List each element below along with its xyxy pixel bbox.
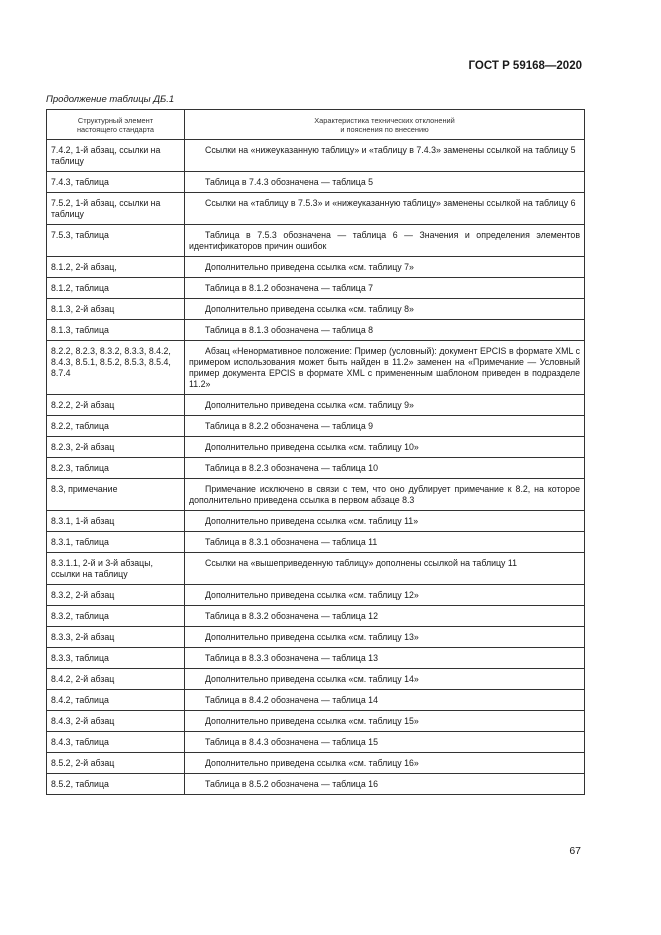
table-row (47, 140, 585, 172)
table-row (47, 732, 585, 753)
table-row (47, 585, 585, 606)
structural-element-cell: 8.1.2, таблица (47, 278, 185, 299)
table-row (47, 320, 585, 341)
table-row (47, 690, 585, 711)
deviation-description-cell: Дополнительно приведена ссылка «см. таблицу 11» (185, 511, 585, 532)
structural-element-cell: 8.2.3, таблица (47, 458, 185, 479)
table-row (47, 437, 585, 458)
deviation-description-cell: Дополнительно приведена ссылка «см. таблицу 7» (185, 257, 585, 278)
table-row (47, 479, 585, 511)
deviation-description-cell: Ссылки на «нижеуказанную таблицу» и «таблицу в 7.4.3» заменены ссылкой на таблицу 5 (185, 140, 585, 172)
header-col1-line2: настоящего стандарта (76, 124, 155, 134)
deviation-description-cell: Таблица в 8.2.2 обозначена — таблица 9 (185, 416, 585, 437)
table-row (47, 753, 585, 774)
table-row (47, 606, 585, 627)
deviation-description-cell: Таблица в 8.3.3 обозначена — таблица 13 (185, 648, 585, 669)
table-row (47, 711, 585, 732)
structural-element-cell: 8.4.3, таблица (47, 732, 185, 753)
structural-element-cell: 8.4.2, таблица (47, 690, 185, 711)
deviation-description-cell: Таблица в 8.4.3 обозначена — таблица 15 (185, 732, 585, 753)
table-row (47, 627, 585, 648)
deviation-description-cell: Абзац «Ненормативное положение: Пример (условный): документ EPCIS в формате XML с примером использования может быть найден в 11.2» заменен на «Примечание — Условный пример документа EPCIS в формате XML с примененным шаблоном приведен в подразделе 11.2» (185, 341, 585, 395)
deviation-description-cell: Таблица в 8.4.2 обозначена — таблица 14 (185, 690, 585, 711)
structural-element-cell: 8.4.2, 2-й абзац (47, 669, 185, 690)
deviation-description-cell: Таблица в 7.4.3 обозначена — таблица 5 (185, 172, 585, 193)
deviations-table (46, 109, 585, 795)
structural-element-cell: 8.3, примечание (47, 479, 185, 511)
table-row (47, 416, 585, 437)
table-header-row (47, 110, 585, 140)
table-row (47, 257, 585, 278)
structural-element-cell: 8.4.3, 2-й абзац (47, 711, 185, 732)
deviation-description-cell: Дополнительно приведена ссылка «см. таблицу 16» (185, 753, 585, 774)
table-caption: Продолжение таблицы ДБ.1 (46, 94, 175, 105)
structural-element-cell: 7.5.3, таблица (47, 225, 185, 257)
deviation-description-cell: Дополнительно приведена ссылка «см. таблицу 8» (185, 299, 585, 320)
deviation-description-cell: Дополнительно приведена ссылка «см. таблицу 13» (185, 627, 585, 648)
table-row (47, 648, 585, 669)
table-row (47, 511, 585, 532)
header-col1-line1: Структурный элемент (77, 115, 154, 125)
table-row (47, 193, 585, 225)
structural-element-cell: 8.2.3, 2-й абзац (47, 437, 185, 458)
header-deviation-description (185, 110, 585, 140)
table-row (47, 278, 585, 299)
header-col2-line1: Характеристика технических отклонений (314, 115, 455, 125)
structural-element-cell: 7.5.2, 1-й абзац, ссылки на таблицу (47, 193, 185, 225)
table-row (47, 553, 585, 585)
structural-element-cell: 8.3.3, 2-й абзац (47, 627, 185, 648)
deviation-description-cell: Таблица в 8.3.1 обозначена — таблица 11 (185, 532, 585, 553)
structural-element-cell: 8.5.2, 2-й абзац (47, 753, 185, 774)
structural-element-cell: 8.3.1.1, 2-й и 3-й абзацы, ссылки на таблицу (47, 553, 185, 585)
deviation-description-cell: Ссылки на «вышеприведенную таблицу» дополнены ссылкой на таблицу 11 (185, 553, 585, 585)
structural-element-cell: 8.3.1, таблица (47, 532, 185, 553)
table-row (47, 172, 585, 193)
structural-element-cell: 8.2.2, 8.2.3, 8.3.2, 8.3.3, 8.4.2, 8.4.3, 8.5.1, 8.5.2, 8.5.3, 8.5.4, 8.7.4 (47, 341, 185, 395)
header-structural-element (47, 110, 185, 140)
structural-element-cell: 8.1.3, таблица (47, 320, 185, 341)
table-row (47, 225, 585, 257)
table-row (47, 341, 585, 395)
deviation-description-cell: Таблица в 8.5.2 обозначена — таблица 16 (185, 774, 585, 795)
header-col2-line2: и пояснения по внесению (340, 124, 429, 134)
structural-element-cell: 8.3.2, 2-й абзац (47, 585, 185, 606)
page-number: 67 (569, 845, 581, 857)
deviation-description-cell: Дополнительно приведена ссылка «см. таблицу 14» (185, 669, 585, 690)
structural-element-cell: 8.3.2, таблица (47, 606, 185, 627)
structural-element-cell: 8.1.2, 2-й абзац, (47, 257, 185, 278)
document-code: ГОСТ Р 59168—2020 (468, 60, 582, 72)
table-row (47, 669, 585, 690)
deviation-description-cell: Таблица в 8.2.3 обозначена — таблица 10 (185, 458, 585, 479)
deviation-description-cell: Дополнительно приведена ссылка «см. таблицу 9» (185, 395, 585, 416)
structural-element-cell: 7.4.2, 1-й абзац, ссылки на таблицу (47, 140, 185, 172)
structural-element-cell: 8.3.3, таблица (47, 648, 185, 669)
deviation-description-cell: Ссылки на «таблицу в 7.5.3» и «нижеуказанную таблицу» заменены ссылкой на таблицу 6 (185, 193, 585, 225)
structural-element-cell: 8.3.1, 1-й абзац (47, 511, 185, 532)
structural-element-cell: 8.1.3, 2-й абзац (47, 299, 185, 320)
deviation-description-cell: Таблица в 8.1.3 обозначена — таблица 8 (185, 320, 585, 341)
table-row (47, 532, 585, 553)
deviation-description-cell: Дополнительно приведена ссылка «см. таблицу 15» (185, 711, 585, 732)
structural-element-cell: 8.2.2, таблица (47, 416, 185, 437)
deviation-description-cell: Дополнительно приведена ссылка «см. таблицу 10» (185, 437, 585, 458)
deviation-description-cell: Дополнительно приведена ссылка «см. таблицу 12» (185, 585, 585, 606)
deviation-description-cell: Примечание исключено в связи с тем, что оно дублирует примечание к 8.2, на которое дополнительно приведена ссылка в первом абзаце 8.3 (185, 479, 585, 511)
structural-element-cell: 7.4.3, таблица (47, 172, 185, 193)
deviation-description-cell: Таблица в 7.5.3 обозначена — таблица 6 — Значения и определения элементов идентификаторов причин ошибок (185, 225, 585, 257)
table-row (47, 299, 585, 320)
deviation-description-cell: Таблица в 8.1.2 обозначена — таблица 7 (185, 278, 585, 299)
table-body (47, 140, 585, 795)
table-row (47, 774, 585, 795)
deviation-description-cell: Таблица в 8.3.2 обозначена — таблица 12 (185, 606, 585, 627)
table-row (47, 395, 585, 416)
structural-element-cell: 8.5.2, таблица (47, 774, 185, 795)
structural-element-cell: 8.2.2, 2-й абзац (47, 395, 185, 416)
table-row (47, 458, 585, 479)
